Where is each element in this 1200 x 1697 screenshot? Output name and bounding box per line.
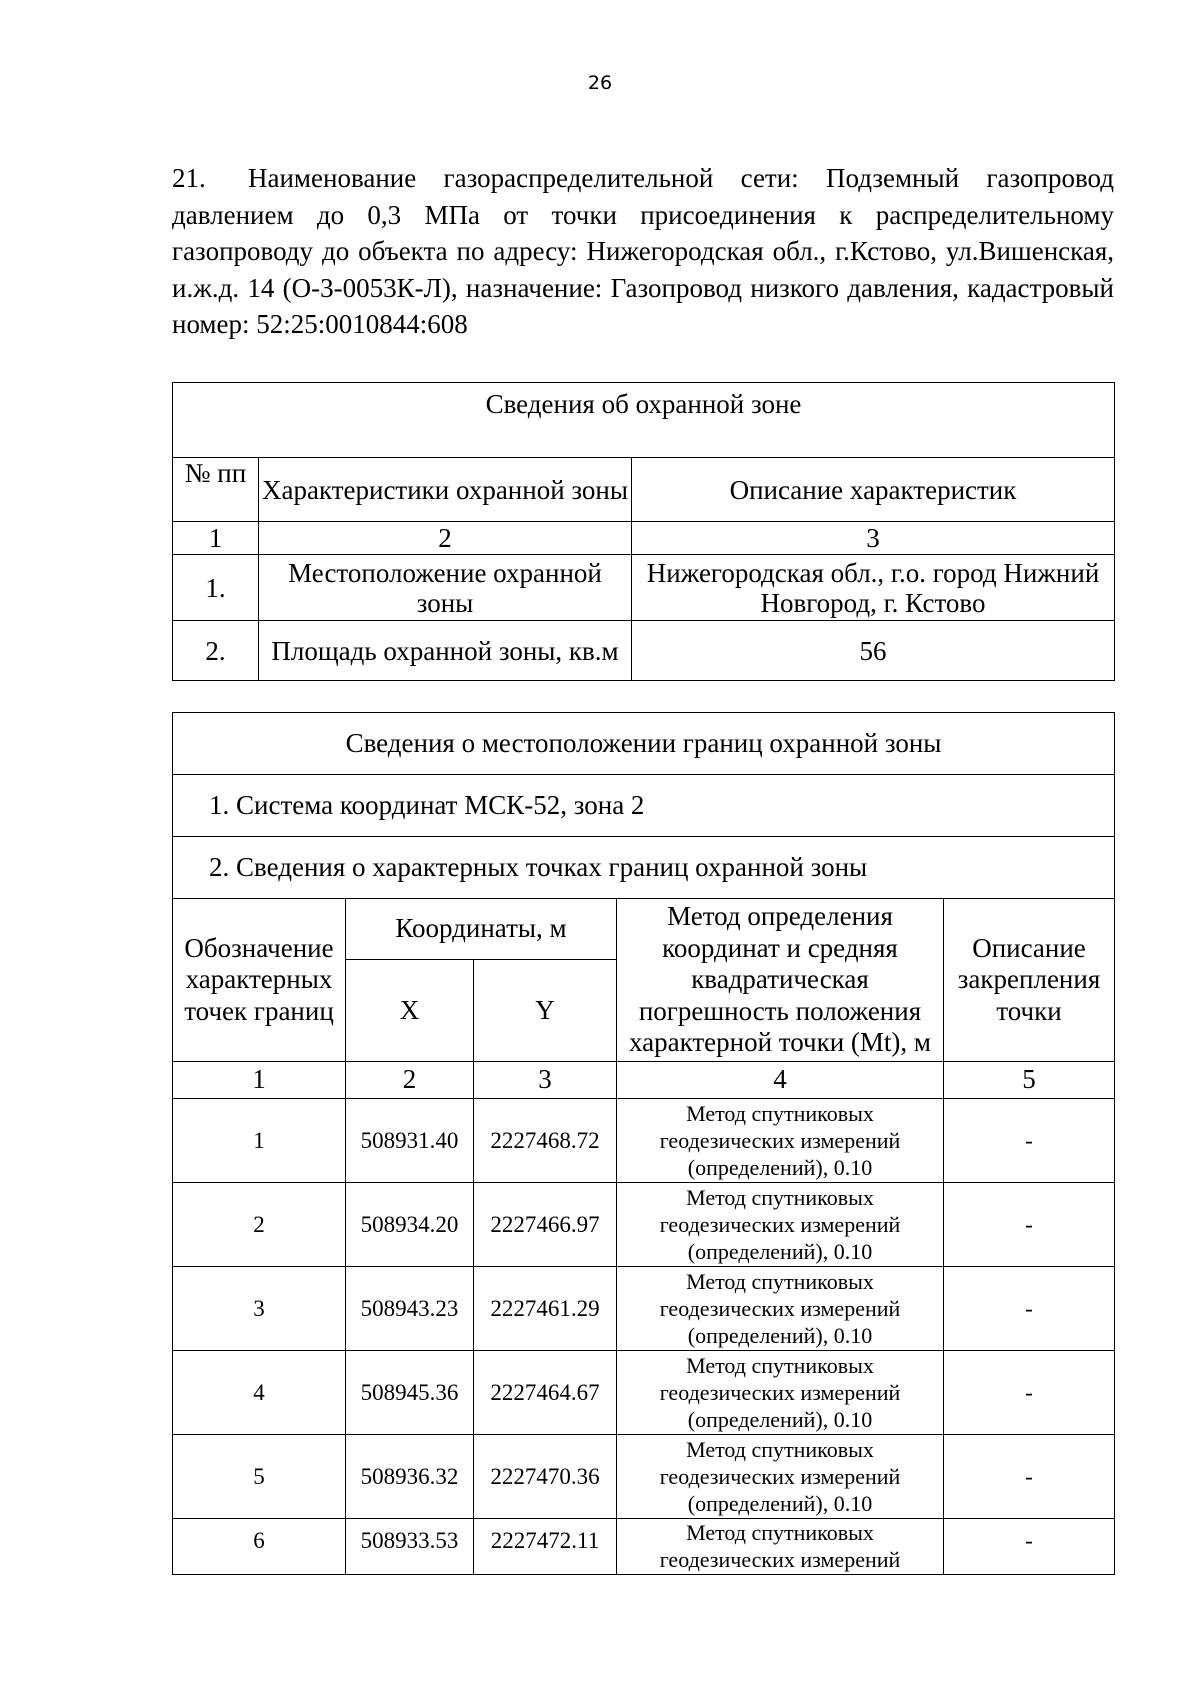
characteristic-name: Площадь охранной зоны, кв.м (259, 621, 632, 681)
point-y: 2227466.97 (474, 1183, 617, 1267)
header-coordinates: Координаты, м (346, 899, 617, 960)
index-cell: 3 (632, 522, 1115, 555)
header-y: Y (474, 960, 617, 1062)
point-x: 508943.23 (346, 1267, 474, 1351)
index-cell: 3 (474, 1062, 617, 1099)
index-cell: 2 (346, 1062, 474, 1099)
point-x: 508934.20 (346, 1183, 474, 1267)
point-fixing: - (944, 1351, 1115, 1435)
point-x: 508936.32 (346, 1435, 474, 1519)
point-y: 2227472.11 (474, 1519, 617, 1575)
item-number: 21. (172, 163, 206, 193)
index-cell: 1 (173, 1062, 346, 1099)
table-row (173, 621, 1115, 681)
row-number: 1. (173, 555, 259, 621)
item-text: Наименование газораспределительной сети: Подземный газопровод давлением до 0,3 МПа от точки присоединения к распределительному газопроводу до объекта по адресу: Нижегородская обл., г.Кстово, ул.Вишенская, и.ж.д. 14 (О-3-0053К-Л), назначение: Газопровод низкого давления, кадастровый номер: 52:25:0010844:608 (172, 163, 1114, 339)
header-method: Метод определения координат и средняя квадратическая погрешность положения характерной точки (Mt), м (617, 899, 944, 1062)
point-y: 2227464.67 (474, 1351, 617, 1435)
point-fixing: - (944, 1183, 1115, 1267)
point-id: 1 (173, 1099, 346, 1183)
point-fixing: - (944, 1435, 1115, 1519)
table-row (173, 1267, 1115, 1351)
point-x: 508945.36 (346, 1351, 474, 1435)
header-description: Описание характеристик (632, 458, 1115, 522)
header-number: № пп (173, 458, 259, 522)
header-x: X (346, 960, 474, 1062)
header-fixing: Описание закрепления точки (944, 899, 1115, 1062)
index-cell: 5 (944, 1062, 1115, 1099)
points-section-title: 2. Сведения о характерных точках границ охранной зоны (173, 837, 1115, 899)
table-row (173, 1183, 1115, 1267)
point-x: 508933.53 (346, 1519, 474, 1575)
point-id: 3 (173, 1267, 346, 1351)
index-cell: 4 (617, 1062, 944, 1099)
row-number: 2. (173, 621, 259, 681)
point-method: Метод спутниковых геодезических измерений (определений), 0.10 (617, 1435, 944, 1519)
zone-table-title: Сведения об охранной зоне (173, 383, 1115, 458)
point-method: Метод спутниковых геодезических измерений (определений), 0.10 (617, 1099, 944, 1183)
point-x: 508931.40 (346, 1099, 474, 1183)
point-method: Метод спутниковых геодезических измерений (определений), 0.10 (617, 1351, 944, 1435)
table-row (173, 1351, 1115, 1435)
table-row (173, 555, 1115, 621)
point-fixing: - (944, 1267, 1115, 1351)
header-characteristics: Характеристики охранной зоны (259, 458, 632, 522)
boundary-table-title: Сведения о местоположении границ охранной зоны (173, 713, 1115, 775)
point-method: Метод спутниковых геодезических измерений (617, 1519, 944, 1575)
point-id: 6 (173, 1519, 346, 1575)
point-y: 2227470.36 (474, 1435, 617, 1519)
page-number: 26 (587, 72, 613, 94)
point-method: Метод спутниковых геодезических измерений (определений), 0.10 (617, 1267, 944, 1351)
table-row (173, 1435, 1115, 1519)
index-cell: 1 (173, 522, 259, 555)
protection-zone-table (172, 382, 1115, 681)
point-id: 2 (173, 1183, 346, 1267)
table-row (173, 1519, 1115, 1575)
point-id: 5 (173, 1435, 346, 1519)
point-fixing: - (944, 1519, 1115, 1575)
point-y: 2227461.29 (474, 1267, 617, 1351)
point-fixing: - (944, 1099, 1115, 1183)
point-y: 2227468.72 (474, 1099, 617, 1183)
characteristic-name: Местоположение охранной зоны (259, 555, 632, 621)
boundary-points-table (172, 712, 1115, 1575)
point-method: Метод спутниковых геодезических измерений (определений), 0.10 (617, 1183, 944, 1267)
header-designation: Обозначение характерных точек границ (173, 899, 346, 1062)
point-id: 4 (173, 1351, 346, 1435)
network-description (172, 160, 1114, 343)
coordinate-system: 1. Система координат МСК-52, зона 2 (173, 775, 1115, 837)
table-row (173, 1099, 1115, 1183)
index-cell: 2 (259, 522, 632, 555)
characteristic-value: Нижегородская обл., г.о. город Нижний Новгород, г. Кстово (632, 555, 1115, 621)
characteristic-value: 56 (632, 621, 1115, 681)
